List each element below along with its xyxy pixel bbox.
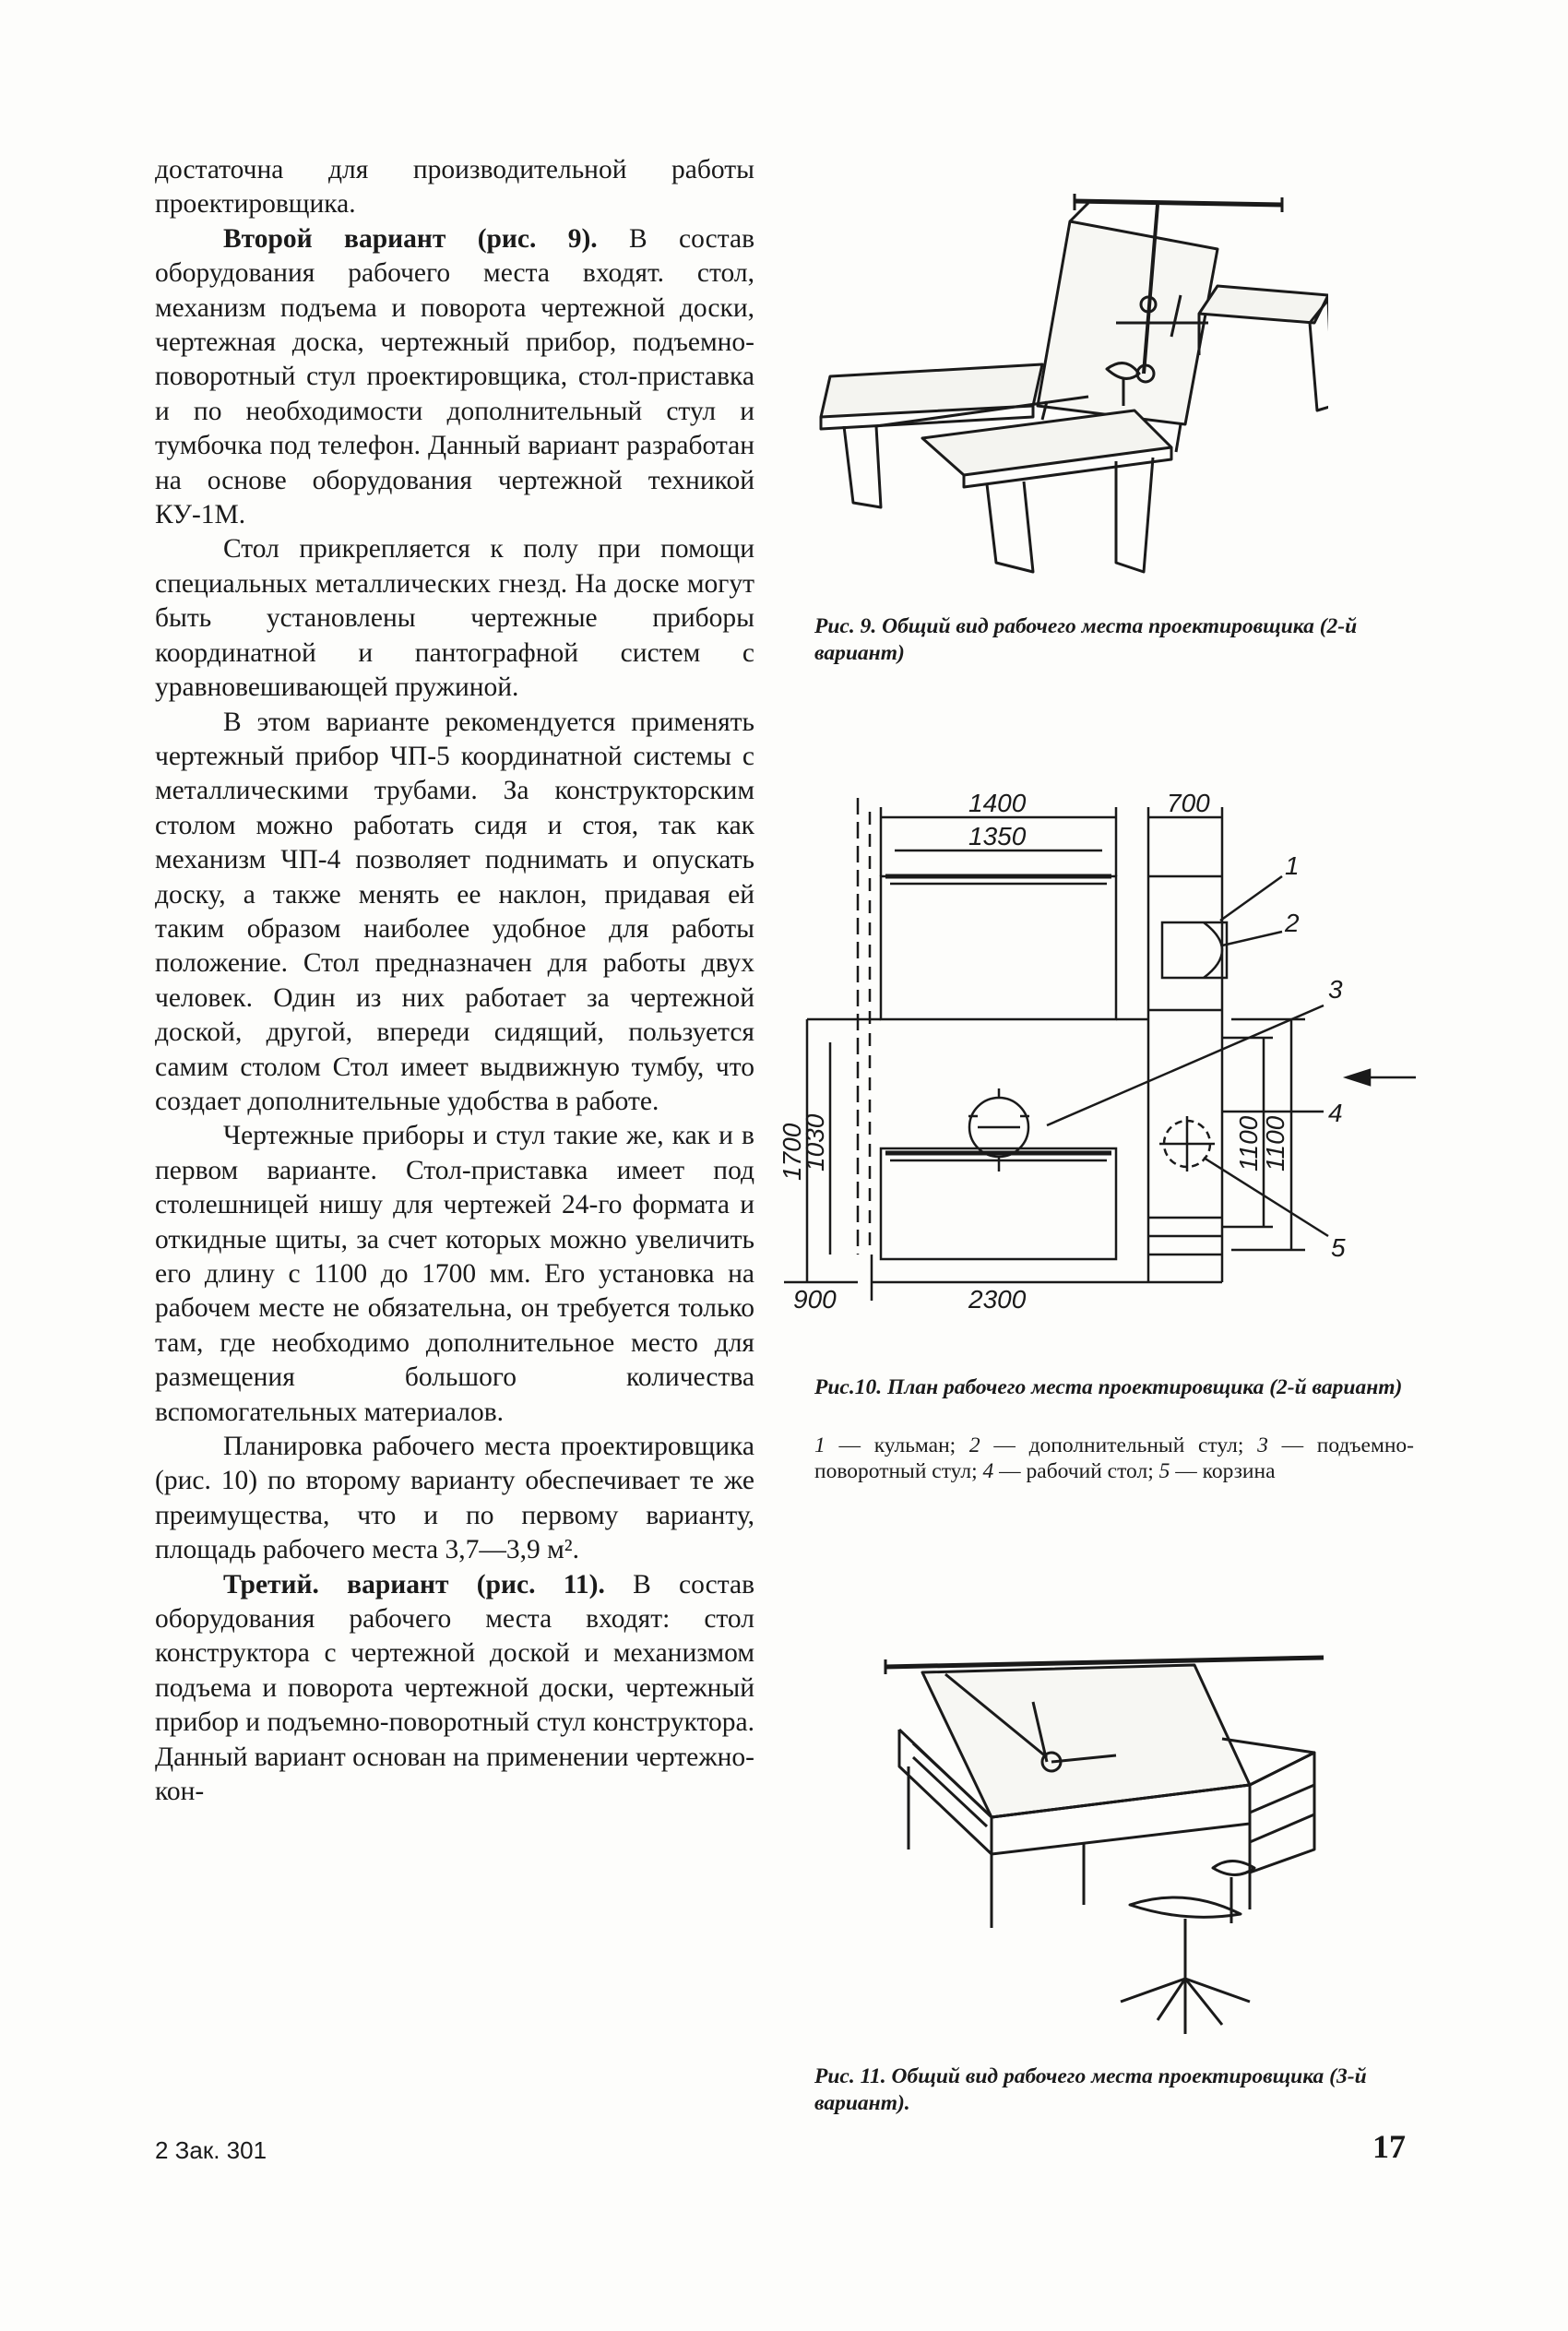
- legend-number: 4: [982, 1459, 994, 1483]
- legend-text: — рабочий стол;: [999, 1459, 1154, 1483]
- legend-text: — подъемно-поворотный стул;: [814, 1433, 1414, 1483]
- dim-900: 900: [793, 1285, 837, 1314]
- legend-text: — кульман;: [838, 1433, 956, 1457]
- printing-order-number: 2 Зак. 301: [155, 2136, 267, 2164]
- dim-1700: 1700: [778, 1123, 806, 1181]
- figure-10-legend: [814, 1433, 1414, 1484]
- variant-heading: Третий. вариант (рис. 11).: [223, 1569, 605, 1600]
- paragraph: Планировка рабочего места проектировщика (рис. 10) по второму варианту обеспечивает те же преимущества, что и по первому варианту, площадь рабочего места 3,7—3,9 м².: [155, 1432, 754, 1565]
- label-4: 4: [1328, 1099, 1343, 1127]
- legend-text: — корзина: [1175, 1459, 1276, 1483]
- legend-text: — дополнительный стул;: [993, 1433, 1244, 1457]
- dim-1400: 1400: [968, 789, 1027, 817]
- dim-1350: 1350: [968, 822, 1027, 850]
- dim-1100-b: 1100: [1261, 1115, 1289, 1171]
- figure-11-drawing: [881, 1647, 1360, 2043]
- paragraph: Чертежные приборы и стул такие же, как и в первом варианте. Стол-приставка имеет под столешницей нишу для чертежей 24-го формата и откидные щиты, за счет которых можно увеличить его длину с 1100 до 1700 мм. Его установка на рабочем месте не обязательна, он требуется только там, где необходимо дополнительное место для размещения большого количества вспомогательных материалов.: [155, 1121, 754, 1427]
- body-text-column: [155, 153, 754, 1810]
- label-5: 5: [1331, 1233, 1346, 1262]
- label-3: 3: [1328, 975, 1343, 1004]
- legend-number: 2: [968, 1433, 980, 1457]
- paragraph-text: В состав оборудования рабочего места входят: стол конструктора с чертежной доской и механизмом подъема и поворота чертежной доски, чертежный прибор и подъемно-поворотный стул конструктора. Данный вариант основан на применении чертежно-кон-: [155, 1569, 755, 1807]
- dim-2300: 2300: [968, 1285, 1027, 1314]
- legend-number: 5: [1158, 1459, 1170, 1483]
- legend-number: 1: [814, 1433, 826, 1457]
- paragraph: Стол прикрепляется к полу при помощи специальных металлических гнезд. На доске могут быть установлены чертежные приборы координатной и пантографной систем с уравновешивающей пружиной.: [155, 534, 754, 703]
- figure-9-drawing: [812, 184, 1328, 590]
- dim-1100-a: 1100: [1234, 1115, 1263, 1171]
- paragraph: [155, 222, 754, 533]
- figure-10-plan: [770, 784, 1457, 1324]
- page-number: 17: [1372, 2128, 1406, 2165]
- figure-11-caption: Рис. 11. Общий вид рабочего места проектировщика (3-й вариант).: [814, 2064, 1367, 2115]
- dim-700: 700: [1167, 789, 1210, 817]
- label-1: 1: [1285, 851, 1300, 880]
- paragraph: [155, 1568, 754, 1810]
- paragraph: достаточна для производительной работы проектировщика.: [155, 155, 754, 220]
- variant-heading: Второй вариант (рис. 9).: [223, 223, 598, 254]
- legend-number: 3: [1257, 1433, 1268, 1457]
- figure-9-caption: Рис. 9. Общий вид рабочего места проектировщика (2-й вариант): [814, 614, 1358, 665]
- figure-10-caption: Рис.10. План рабочего места проектировщика (2-й вариант): [814, 1375, 1403, 1399]
- label-2: 2: [1285, 909, 1300, 937]
- paragraph: В этом варианте рекомендуется применять чертежный прибор ЧП-5 координатной системы с металлическими трубами. За конструкторским столом можно работать сидя и стоя, так как механизм ЧП-4 позволяет поднимать и опускать доску, а также менять ее наклон, придавая ей таким образом наиболее удобное для работы положение. Стол предназначен для работы двух человек. Один из них работает за чертежной доской, другой, впереди сидящий, пользуется самим столом Стол имеет выдвижную тумбу, что создает дополнительные удобства в работе.: [155, 707, 754, 1116]
- paragraph-text: В состав оборудования рабочего места входят. стол, механизм подъема и поворота чертежной доски, чертежная доска, чертежный прибор, подъемно-поворотный стул проектировщика, стол-приставка и по необходимости дополнительный стул и тумбочка под телефон. Данный вариант разработан на основе оборудования чертежной техникой КУ-1М.: [155, 223, 754, 530]
- dim-1030: 1030: [801, 1113, 829, 1171]
